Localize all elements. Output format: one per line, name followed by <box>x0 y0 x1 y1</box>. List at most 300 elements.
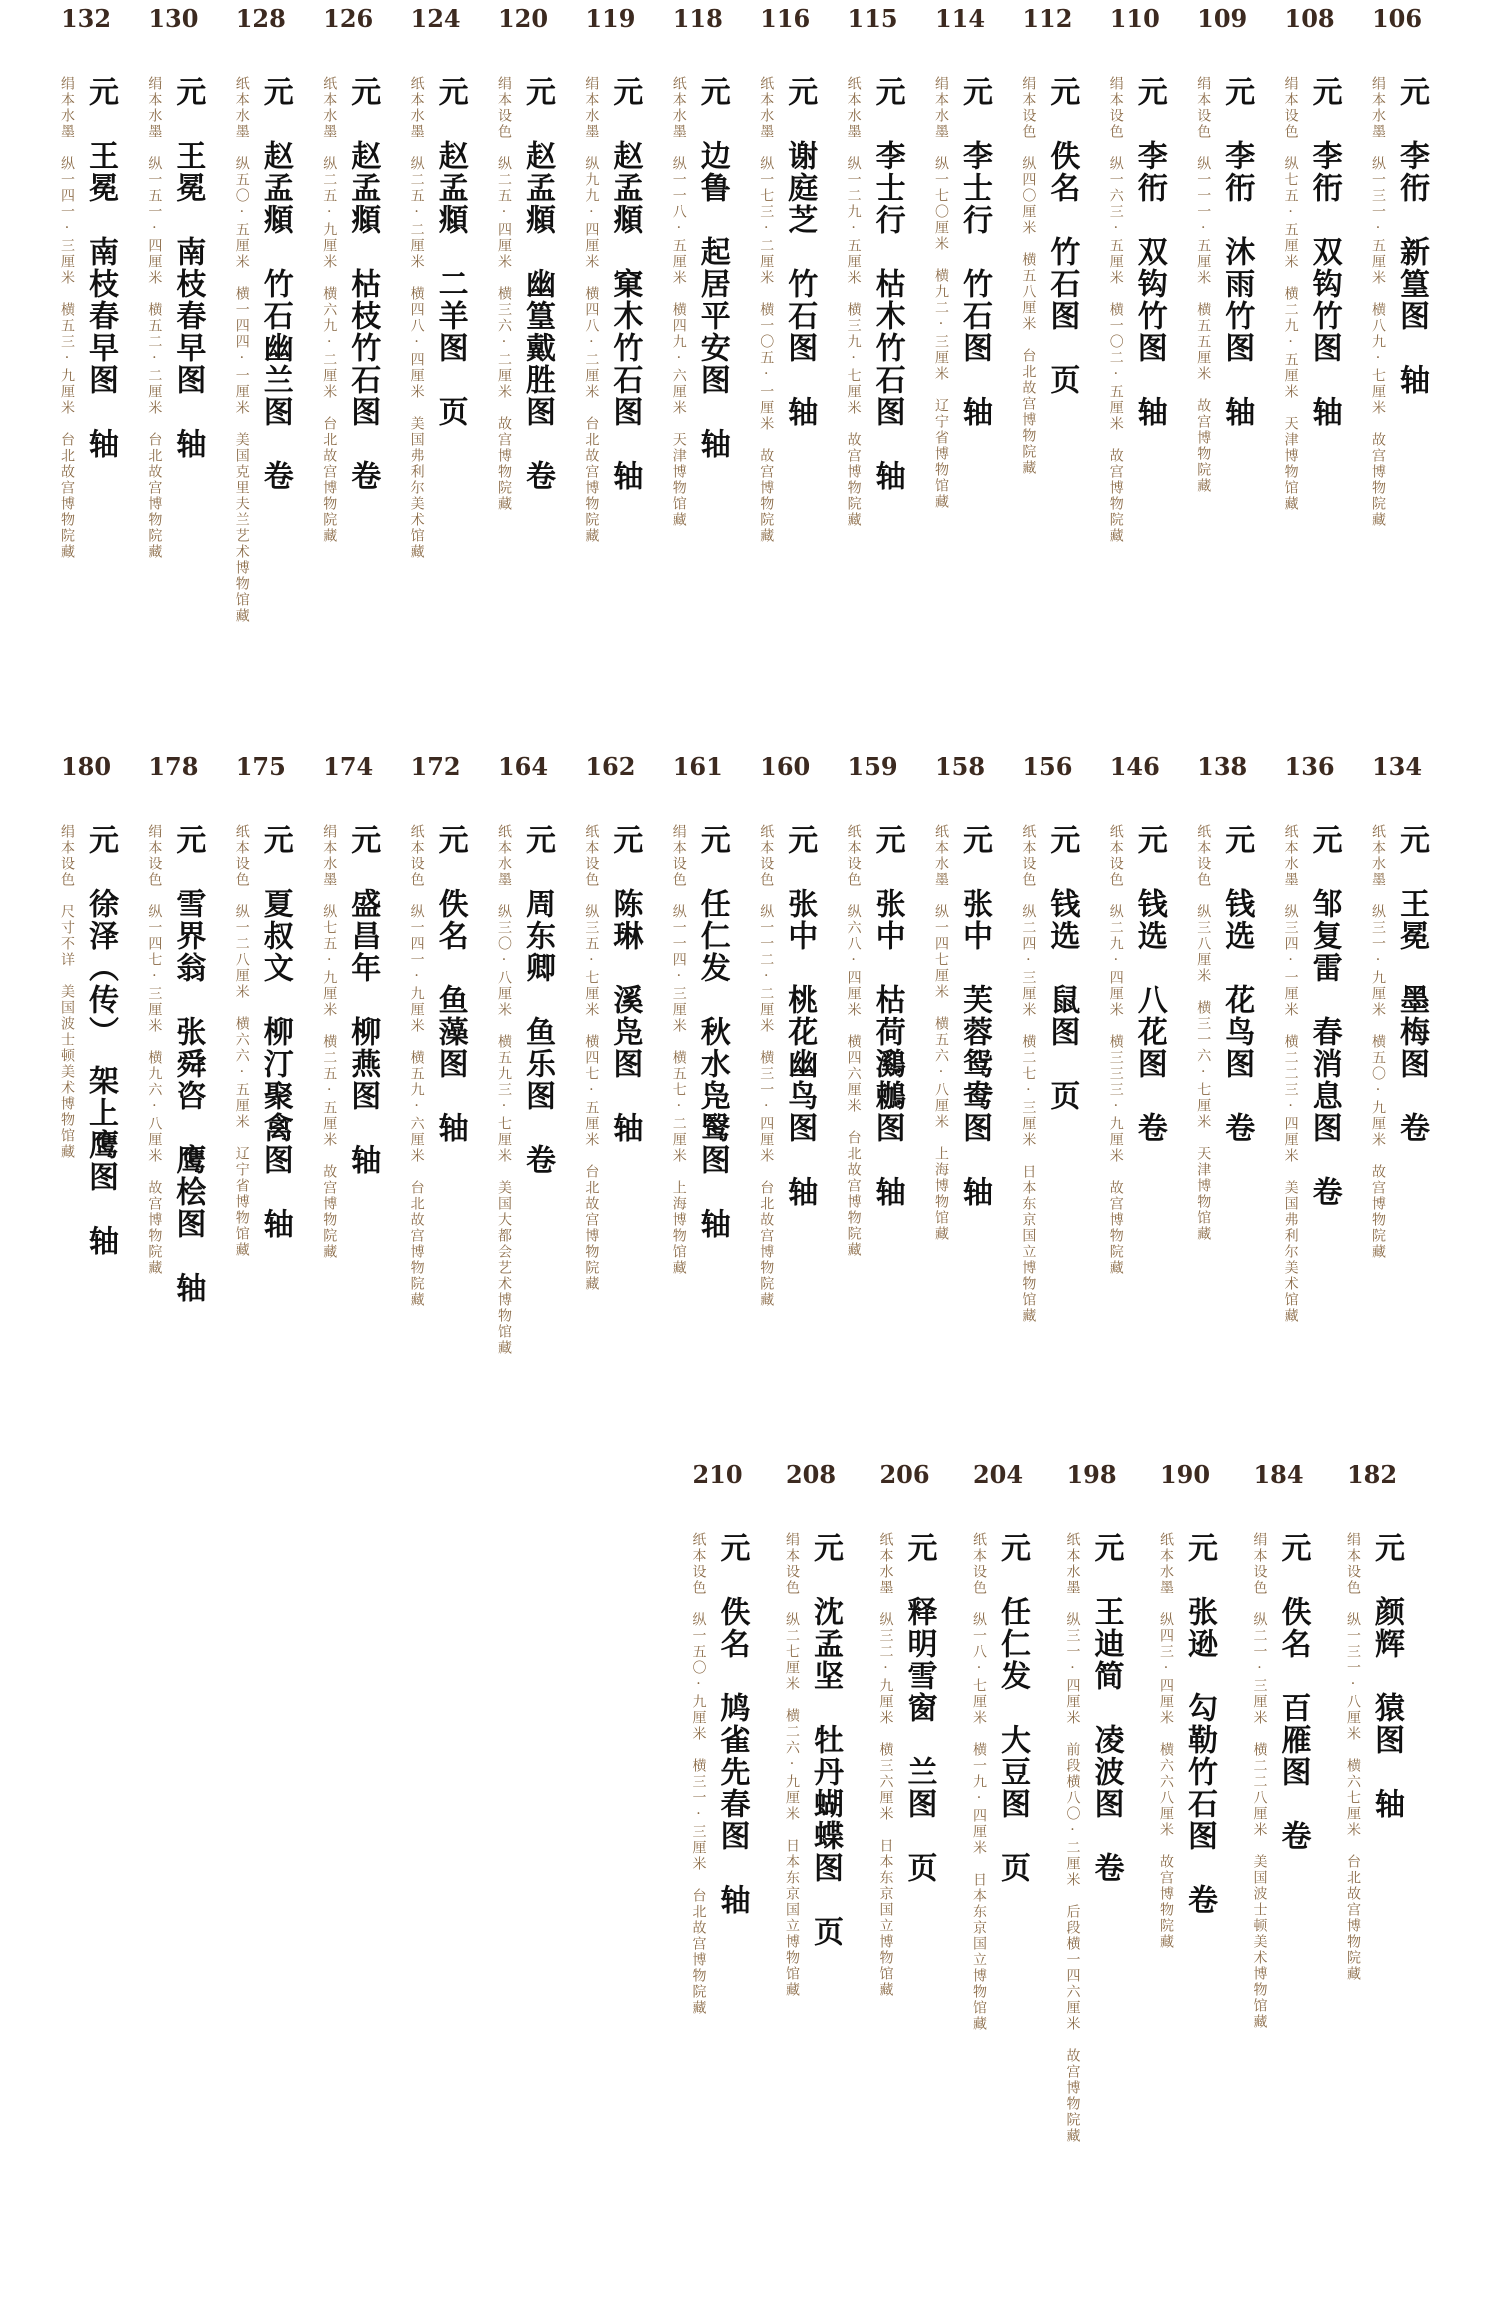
dimensions: 纵四〇厘米 横五八厘米 <box>1020 156 1037 332</box>
gap <box>234 888 250 904</box>
gap <box>1276 1788 1311 1820</box>
gap <box>1345 1838 1361 1854</box>
artist-name: 张中 <box>957 888 992 952</box>
dynasty: 元 <box>694 76 730 108</box>
gap <box>957 1144 992 1176</box>
gap <box>1276 1564 1311 1596</box>
gap <box>234 1130 250 1146</box>
artwork-format: 轴 <box>170 428 206 460</box>
dynasty: 元 <box>1394 824 1429 856</box>
collection: 台北故宫博物院藏 <box>758 1180 775 1308</box>
artwork-title: 鱼乐图 <box>520 1016 555 1112</box>
gap <box>758 140 774 156</box>
gap <box>83 856 118 888</box>
page-number: 119 <box>585 4 636 33</box>
gap <box>1219 204 1254 236</box>
gap <box>433 1080 468 1112</box>
page-number: 208 <box>785 1460 837 1489</box>
entry-meta-column <box>57 824 77 1160</box>
entry-main-column <box>1307 824 1341 1208</box>
medium: 绢本设色 <box>59 824 75 888</box>
dynasty: 元 <box>869 824 905 856</box>
entry-meta-column <box>931 76 951 510</box>
entry-meta-column <box>144 76 164 560</box>
page-number: 146 <box>1109 752 1160 781</box>
page-number: 120 <box>497 4 549 33</box>
gap <box>146 1164 162 1180</box>
artwork-format: 轴 <box>607 460 643 492</box>
gap <box>607 236 642 268</box>
dimensions: 纵三一·九厘米 横五〇·九厘米 <box>1370 904 1386 1148</box>
entry-main-column <box>870 824 904 1208</box>
gap <box>758 888 774 904</box>
dimensions: 纵三八厘米 横三一六·七厘米 <box>1195 904 1212 1130</box>
collection: 辽宁省博物馆藏 <box>933 398 949 510</box>
entry-meta-column <box>844 824 864 1258</box>
dimensions: 纵一二九·五厘米 横三九·七厘米 <box>845 156 862 416</box>
entry-main-column <box>345 824 379 1176</box>
dimensions: 纵九九·四厘米 横四八·二厘米 <box>583 156 600 400</box>
artwork-format: 轴 <box>714 1884 750 1916</box>
artist-name: 夏叔文 <box>257 888 293 984</box>
gap <box>258 108 293 140</box>
medium: 纸本设色 <box>583 824 600 888</box>
gap <box>870 428 905 460</box>
gap <box>933 140 949 156</box>
gap <box>1195 382 1211 398</box>
artist-name: 李衎 <box>1219 140 1255 204</box>
entry-meta-column <box>1250 1532 1270 2030</box>
artwork-format: 轴 <box>1131 396 1167 428</box>
artwork-title: 二羊图 <box>432 268 468 364</box>
gap <box>83 1193 118 1225</box>
gap <box>146 888 162 904</box>
artist-name: 雪界翁 张舜咨 <box>170 888 206 1112</box>
entry-columns <box>581 76 641 544</box>
gap <box>1065 2032 1081 2048</box>
entry-meta-column <box>969 1532 989 2032</box>
dimensions: 纵二一·三厘米 横二二八厘米 <box>1251 1612 1268 1838</box>
artwork-format: 卷 <box>1088 1852 1124 1884</box>
entry-main-column <box>1132 824 1166 1144</box>
artwork-title: 柳燕图 <box>345 1016 381 1112</box>
gap <box>1283 140 1299 156</box>
entry-meta-column <box>1106 824 1126 1276</box>
artist-name: 佚名 <box>1044 140 1080 204</box>
page-number: 184 <box>1253 1460 1304 1489</box>
gap <box>607 108 642 140</box>
artwork-title: 起居平安图 <box>694 236 730 396</box>
gap <box>1195 888 1211 904</box>
gap <box>1252 1596 1268 1612</box>
gap <box>957 364 992 396</box>
page-number: 204 <box>972 1460 1024 1489</box>
dynasty: 元 <box>345 76 381 108</box>
artwork-format: 轴 <box>257 1208 293 1240</box>
entry-columns <box>876 1532 936 1998</box>
medium: 绢本设色 <box>1282 76 1299 140</box>
artwork-format: 轴 <box>782 396 818 428</box>
gap <box>1276 1660 1311 1692</box>
artwork-format: 卷 <box>1306 1176 1342 1208</box>
gap <box>1283 888 1299 904</box>
artwork-title: 窠木竹石图 <box>607 268 643 428</box>
gap <box>995 1820 1030 1852</box>
artwork-title: 竹石幽兰图 <box>257 268 293 428</box>
collection: 台北故宫博物院藏 <box>690 1888 707 2016</box>
gap <box>583 400 599 416</box>
gap <box>1370 888 1386 904</box>
entry-columns <box>1156 1532 1216 1950</box>
collection: 台北故宫博物院藏 <box>59 432 75 560</box>
collection: 台北故宫博物院藏 <box>408 1180 425 1308</box>
dimensions: 纵一一八·五厘米 横四九·六厘米 <box>670 156 687 416</box>
entry-meta-column <box>1106 76 1126 544</box>
gap <box>59 140 75 156</box>
entry-main-column <box>902 1532 936 1884</box>
page-number: 158 <box>934 752 986 781</box>
gap <box>902 1724 937 1756</box>
gap <box>782 236 817 268</box>
dynasty: 元 <box>345 824 381 856</box>
page-number: 198 <box>1066 1460 1117 1489</box>
artwork-format: 卷 <box>1131 1112 1167 1144</box>
artist-name: 钱选 <box>1131 888 1167 952</box>
gap <box>1307 108 1342 140</box>
artwork-title: 架上鹰图 <box>83 1065 118 1193</box>
entry-meta-column <box>407 824 427 1308</box>
gap <box>170 108 205 140</box>
dynasty: 元 <box>782 76 818 108</box>
dimensions: 纵一五一·四厘米 横五二·二厘米 <box>146 156 163 416</box>
gap <box>695 1176 730 1208</box>
gap <box>870 952 905 984</box>
entry-main-column <box>258 824 292 1240</box>
gap <box>695 204 730 236</box>
gap <box>520 236 555 268</box>
page-number: 210 <box>692 1460 743 1489</box>
gap <box>1369 1660 1404 1692</box>
collection: 日本东京国立博物馆藏 <box>1020 1164 1037 1324</box>
entry-columns <box>689 1532 749 2016</box>
entry-columns <box>782 1532 842 1998</box>
collection: 天津博物馆藏 <box>1282 416 1299 512</box>
medium: 纸本水墨 <box>1370 824 1386 888</box>
artwork-format: 轴 <box>1369 1788 1404 1820</box>
dynasty: 元 <box>1131 76 1167 108</box>
entry-main-column <box>782 76 816 428</box>
gap <box>870 856 905 888</box>
page-number: 108 <box>1284 4 1335 33</box>
artwork-title: 大豆图 <box>995 1724 1030 1820</box>
gap <box>671 416 687 432</box>
gap <box>170 856 205 888</box>
medium: 绢本设色 <box>1345 1532 1361 1596</box>
dynasty: 元 <box>520 824 555 856</box>
gap <box>784 1822 800 1838</box>
artwork-format: 轴 <box>782 1176 818 1208</box>
collection: 故宫博物院藏 <box>1158 1854 1174 1950</box>
gap <box>146 416 162 432</box>
gap <box>170 204 205 236</box>
artwork-title: 双钩竹图 <box>1306 236 1342 364</box>
dynasty: 元 <box>995 1532 1030 1564</box>
page-number: 134 <box>1371 752 1423 781</box>
collection: 台北故宫博物院藏 <box>583 416 600 544</box>
gap <box>1219 856 1254 888</box>
entry-columns <box>407 824 467 1308</box>
artwork-format: 轴 <box>694 1208 730 1240</box>
dimensions: 纵二九·四厘米 横三三三·九厘米 <box>1107 904 1124 1164</box>
dynasty: 元 <box>1394 76 1429 108</box>
gap <box>1394 952 1429 984</box>
gap <box>1089 1692 1124 1724</box>
artwork-title: 勾勒竹石图 <box>1182 1692 1217 1852</box>
dynasty: 元 <box>83 76 118 108</box>
medium: 纸本设色 <box>408 824 425 888</box>
dynasty: 元 <box>1369 1532 1404 1564</box>
gap <box>691 1596 707 1612</box>
gap <box>715 1660 750 1692</box>
entry-main-column <box>1044 76 1078 396</box>
gap <box>1370 416 1386 432</box>
artwork-format: 轴 <box>1394 364 1429 396</box>
artwork-format: 轴 <box>83 428 118 460</box>
gap <box>520 108 555 140</box>
entry-meta-column <box>1368 76 1388 528</box>
artwork-title: 凌波图 <box>1088 1724 1124 1820</box>
entry-main-column <box>1182 1532 1216 1916</box>
gap <box>1182 1852 1217 1884</box>
gap <box>321 888 337 904</box>
dimensions: 纵一七三·二厘米 横一〇五·一厘米 <box>758 156 775 432</box>
entry-columns <box>1368 824 1428 1260</box>
collection: 美国大都会艺术博物馆藏 <box>496 1180 512 1356</box>
gap <box>520 1112 555 1144</box>
entry-columns <box>319 824 379 1260</box>
medium: 纸本水墨 <box>496 824 512 888</box>
gap <box>957 856 992 888</box>
collection: 故宫博物院藏 <box>321 1164 338 1260</box>
entry-columns <box>1106 76 1166 544</box>
gap <box>782 108 817 140</box>
medium: 纸本水墨 <box>1158 1532 1174 1596</box>
artist-name: 李衎 <box>1394 140 1429 204</box>
entry-columns <box>144 824 204 1304</box>
entry-main-column <box>83 824 117 1257</box>
collection: 故宫博物院藏 <box>1064 2048 1081 2144</box>
artwork-title: 溪凫图 <box>607 984 643 1080</box>
medium: 绢本设色 <box>670 824 687 888</box>
entry-main-column <box>715 1532 749 1916</box>
artist-name: 谢庭芝 <box>782 140 818 236</box>
collection: 故宫博物院藏 <box>146 1180 163 1276</box>
entry-meta-column <box>669 76 689 528</box>
artist-name: 赵孟頫 <box>345 140 381 236</box>
gap <box>258 856 293 888</box>
entry-main-column <box>1394 76 1428 396</box>
dimensions: 纵一三一·八厘米 横六七厘米 <box>1345 1612 1361 1838</box>
entry-meta-column <box>1156 1532 1176 1950</box>
entry-meta-column <box>756 76 776 544</box>
entry-meta-column <box>669 824 689 1276</box>
entry-meta-column <box>1018 76 1038 476</box>
entry-meta-column <box>1368 824 1388 1260</box>
gap <box>345 1112 380 1144</box>
dimensions: 纵二五·九厘米 横六九·二厘米 <box>321 156 338 400</box>
gap <box>1108 140 1124 156</box>
entry-main-column <box>607 76 641 492</box>
entry-columns <box>319 76 379 544</box>
gap <box>1108 888 1124 904</box>
page-number: 180 <box>60 752 112 781</box>
collection: 故宫博物院藏 <box>1370 1164 1386 1260</box>
gap <box>671 888 687 904</box>
dynasty: 元 <box>607 824 643 856</box>
gap <box>995 1564 1030 1596</box>
medium: 纸本水墨 <box>877 1532 894 1596</box>
dimensions: 纵三四·一厘米 横二二三·四厘米 <box>1282 904 1299 1164</box>
entry-meta-column <box>931 824 951 1242</box>
medium: 纸本设色 <box>233 824 250 888</box>
dimensions: 纵二七厘米 横二六·九厘米 <box>784 1612 800 1822</box>
entry-main-column <box>995 1532 1029 1884</box>
entry-main-column <box>607 824 641 1144</box>
artwork-format: 轴 <box>607 1112 643 1144</box>
gap <box>520 856 555 888</box>
collection: 故宫博物院藏 <box>496 416 512 512</box>
collection: 美国弗利尔美术馆藏 <box>408 416 425 560</box>
artist-name: 任仁发 <box>694 888 730 984</box>
artwork-format: 卷 <box>257 460 293 492</box>
gap <box>1020 332 1036 348</box>
gap <box>496 140 512 156</box>
entry-main-column <box>258 76 292 492</box>
dynasty: 元 <box>1044 76 1080 108</box>
gap <box>607 952 642 984</box>
gap <box>1219 1080 1254 1112</box>
entry-main-column <box>520 824 554 1176</box>
gap <box>1252 1838 1268 1854</box>
gap <box>1020 888 1036 904</box>
gap <box>321 140 337 156</box>
artwork-format: 轴 <box>1219 396 1255 428</box>
medium: 纸本设色 <box>845 824 862 888</box>
artwork-format: 轴 <box>83 1225 118 1257</box>
page-number: 130 <box>148 4 199 33</box>
collection: 故宫博物院藏 <box>758 448 775 544</box>
gap <box>1089 1820 1124 1852</box>
entry-meta-column <box>1281 824 1301 1324</box>
artwork-title: 幽篁戴胜图 <box>520 268 555 428</box>
artist-name: 边鲁 <box>694 140 730 204</box>
page-number: 116 <box>760 4 811 33</box>
gap <box>258 236 293 268</box>
gap <box>1158 1838 1174 1854</box>
entry-columns <box>1018 824 1078 1324</box>
collection: 美国波士顿美术博物馆藏 <box>1251 1854 1268 2030</box>
entry-columns <box>756 824 816 1308</box>
entry-main-column <box>83 76 117 460</box>
dynasty: 元 <box>808 1532 843 1564</box>
entry-main-column <box>808 1532 842 1948</box>
gap <box>170 1112 205 1144</box>
entry-meta-column <box>319 824 339 1260</box>
page-number: 206 <box>879 1460 930 1489</box>
gap <box>870 236 905 268</box>
collection: 台北故宫博物院藏 <box>1020 348 1037 476</box>
dimensions: 纵一八·七厘米 横一九·四厘米 <box>971 1612 987 1856</box>
entry-meta-column <box>581 824 601 1292</box>
entry-columns <box>1343 1532 1403 1982</box>
page-number: 138 <box>1197 752 1248 781</box>
gap <box>170 396 205 428</box>
artwork-format: 页 <box>1044 364 1080 396</box>
gap <box>808 1564 843 1596</box>
gap <box>933 888 949 904</box>
gap <box>1044 952 1079 984</box>
gap <box>1044 204 1079 236</box>
gap <box>957 952 992 984</box>
artwork-title: 兰图 <box>901 1756 937 1820</box>
medium: 纸本水墨 <box>1064 1532 1081 1596</box>
artist-name: 释明雪窗 <box>901 1596 937 1724</box>
gap <box>933 382 949 398</box>
gap <box>1219 952 1254 984</box>
artwork-format: 页 <box>901 1852 937 1884</box>
artwork-format: 轴 <box>869 460 905 492</box>
gap <box>808 1884 843 1916</box>
gap <box>878 1822 894 1838</box>
dynasty: 元 <box>1219 824 1255 856</box>
artwork-title: 墨梅图 <box>1394 984 1429 1080</box>
medium: 纸本水墨 <box>408 76 425 140</box>
artwork-title: 鹰桧图 <box>170 1144 206 1240</box>
entry-columns <box>1193 76 1253 494</box>
artist-name: 王冕 <box>170 140 206 204</box>
page-number: 112 <box>1022 4 1073 33</box>
collection: 日本东京国立博物馆藏 <box>877 1838 894 1998</box>
artwork-title: 竹石图 <box>782 268 818 364</box>
gap <box>971 1856 987 1872</box>
collection: 台北故宫博物院藏 <box>845 1130 862 1258</box>
dimensions: 纵一五〇·九厘米 横三一·三厘米 <box>690 1612 707 1872</box>
artwork-format: 页 <box>808 1916 843 1948</box>
dimensions: 纵二四·三厘米 横二七·三厘米 <box>1020 904 1037 1148</box>
artwork-format: 卷 <box>520 1144 555 1176</box>
gap <box>957 236 992 268</box>
medium: 绢本水墨 <box>1370 76 1386 140</box>
dimensions: 纵三五·七厘米 横四七·五厘米 <box>583 904 600 1148</box>
gap <box>83 396 118 428</box>
artwork-title: 枯木竹石图 <box>869 268 905 428</box>
gap <box>971 1596 987 1612</box>
gap <box>695 856 730 888</box>
gap <box>1020 140 1036 156</box>
gap <box>1044 856 1079 888</box>
gap <box>671 1164 687 1180</box>
medium: 纸本设色 <box>1195 824 1212 888</box>
entry-columns <box>931 824 991 1242</box>
entry-columns <box>232 76 292 624</box>
gap <box>583 1148 599 1164</box>
entry-meta-column <box>407 76 427 560</box>
gap <box>1307 204 1342 236</box>
gap <box>1219 364 1254 396</box>
collection: 台北故宫博物院藏 <box>1345 1854 1361 1982</box>
collection: 美国克里夫兰艺术博物馆藏 <box>233 432 250 624</box>
artwork-title: 鼠图 <box>1044 984 1080 1048</box>
